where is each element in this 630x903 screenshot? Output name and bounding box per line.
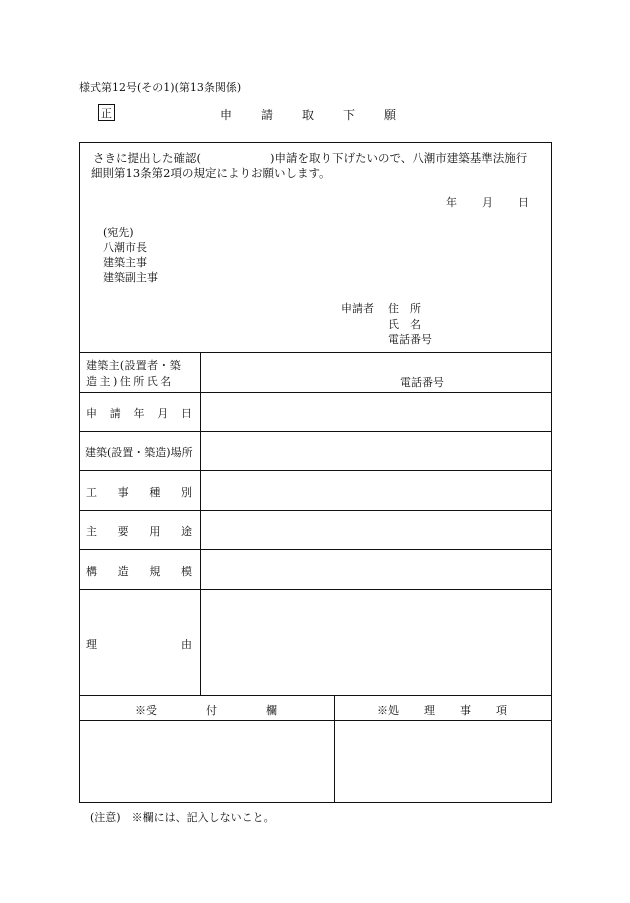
processing-header — [377, 702, 507, 718]
column-divider — [334, 695, 335, 803]
header-char: ※受 — [135, 704, 157, 717]
applicant-label: 申請者 — [341, 302, 374, 315]
document-title — [220, 106, 425, 123]
work-type-label — [86, 484, 192, 500]
label-char: 月 — [157, 407, 169, 420]
header-char: 項 — [496, 704, 507, 717]
row-divider — [79, 720, 552, 721]
title-char: 下 — [343, 108, 356, 122]
seisho-mark: 正 — [98, 104, 115, 121]
owner-label-line2: 造主)住所氏名 — [86, 375, 174, 388]
label-char: 模 — [180, 565, 192, 578]
header-char: ※処 — [377, 704, 399, 717]
header-char: 欄 — [266, 704, 277, 717]
row-divider — [79, 589, 552, 590]
note-text: (注意) ※欄には、記入しないこと。 — [90, 811, 275, 824]
body-text-line1: さきに提出した確認( )申請を取り下げたいので、八潮市建築基準法施行 — [93, 151, 528, 165]
application-date-label — [86, 405, 192, 421]
main-use-label — [86, 523, 192, 539]
reception-header — [135, 702, 277, 718]
row-divider — [79, 549, 552, 550]
row-divider — [79, 352, 552, 353]
label-char: 事 — [117, 486, 129, 499]
row-divider — [79, 695, 552, 696]
owner-phone-label: 電話番号 — [400, 376, 444, 389]
date-day: 日 — [518, 196, 529, 209]
header-char: 事 — [460, 704, 471, 717]
row-divider — [79, 431, 552, 432]
title-char: 取 — [302, 108, 315, 122]
applicant-phone-label: 電話番号 — [388, 333, 432, 346]
label-char: 途 — [180, 525, 192, 538]
label-char: 申 — [86, 407, 97, 420]
form-number: 様式第12号(その1)(第13条関係) — [79, 81, 242, 94]
label-char: 日 — [181, 407, 192, 420]
label-char: 要 — [117, 525, 129, 538]
header-char: 付 — [206, 704, 217, 717]
header-char: 理 — [424, 704, 435, 717]
label-char: 構 — [86, 565, 97, 578]
label-char: 用 — [149, 525, 161, 538]
label-char: 工 — [86, 486, 97, 499]
date-month: 月 — [482, 196, 493, 209]
label-char: 主 — [86, 525, 97, 538]
title-char: 請 — [261, 108, 274, 122]
addressee-prefix: (宛先) — [103, 226, 134, 239]
reason-label — [86, 636, 192, 652]
label-char: 由 — [181, 638, 192, 651]
body-text-line2: 細則第13条第2項の規定によりお願いします。 — [91, 166, 331, 180]
structure-scale-label — [86, 563, 192, 579]
owner-label-line1: 建築主(設置者・築 — [86, 359, 181, 372]
label-char: 年 — [133, 407, 145, 420]
row-divider — [79, 470, 552, 471]
addressee-building-official: 建築主事 — [103, 256, 147, 269]
addressee-deputy-official: 建築副主事 — [103, 271, 158, 284]
applicant-address-label: 住 所 — [388, 302, 421, 315]
site-label: 建築(設置・築造)場所 — [85, 446, 193, 459]
title-char: 願 — [384, 108, 397, 122]
date-year: 年 — [446, 196, 457, 209]
row-divider — [79, 392, 552, 393]
title-char: 申 — [220, 108, 233, 122]
label-char: 別 — [180, 486, 192, 499]
row-divider — [79, 510, 552, 511]
label-char: 請 — [109, 407, 121, 420]
label-char: 種 — [149, 486, 161, 499]
addressee-mayor: 八潮市長 — [103, 241, 147, 254]
label-char: 造 — [117, 565, 129, 578]
label-char: 規 — [149, 565, 161, 578]
label-char: 理 — [86, 638, 97, 651]
column-divider — [200, 352, 201, 695]
applicant-name-label: 氏 名 — [388, 318, 421, 331]
